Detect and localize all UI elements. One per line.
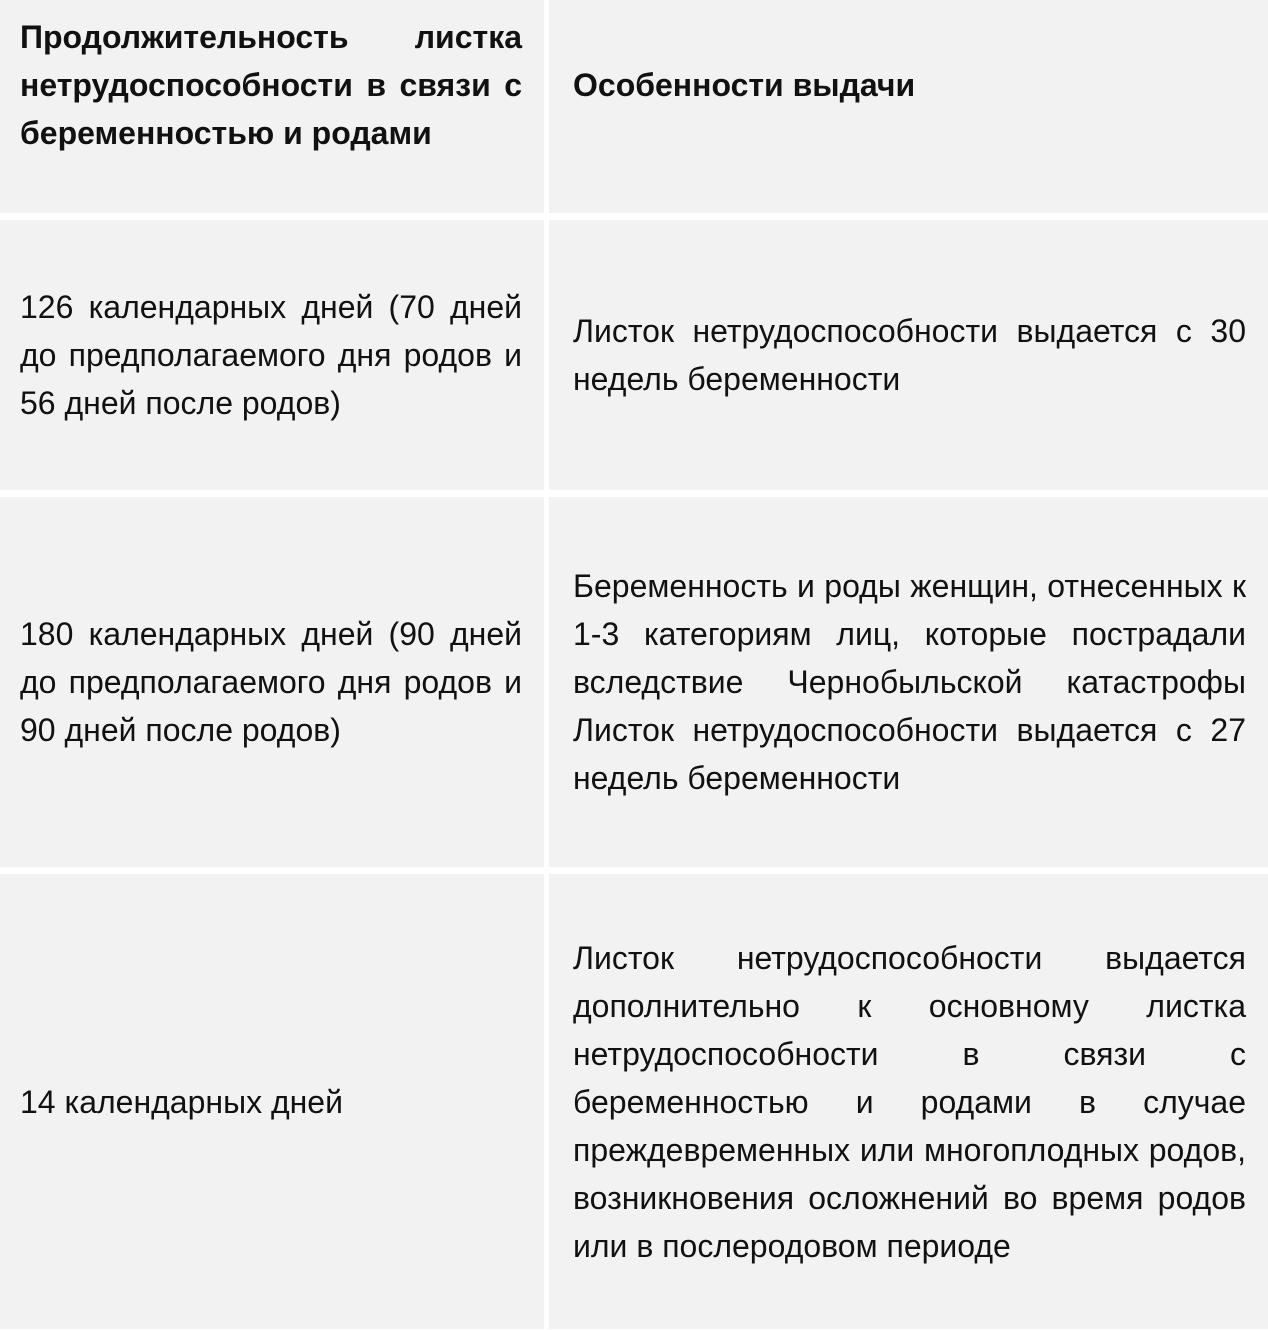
row-2-features-cell	[549, 497, 1268, 867]
header-duration-cell	[0, 0, 544, 213]
row-3-features-text: Листок нетрудоспособности выдается дополнительно к основному листка нетрудоспособности в связи с беременностью и родами в случае преждевременных или многоплодных родов, возникновения осложнений во время родов или в послеродовом периоде	[573, 939, 1246, 1264]
header-features-text: Особенности выдачи	[573, 67, 916, 103]
row-1-duration-cell	[0, 220, 544, 490]
header-duration-text: Продолжительность листка нетрудоспособности в связи с беременностью и родами	[20, 19, 522, 151]
row-2-features-text: Беременность и роды женщин, отнесенных к 1-3 категориям лиц, которые пострадали вследствие Чернобыльской катастрофы Листок нетрудоспособности выдается с 27 недель беременности	[573, 568, 1246, 796]
row-3-features-cell	[549, 874, 1268, 1329]
row-3-duration-cell	[0, 874, 544, 1329]
row-3-duration-text: 14 календарных дней	[20, 1083, 343, 1120]
row-2-duration-cell	[0, 497, 544, 867]
row-2-duration-text: 180 календарных дней (90 дней до предполагаемого дня родов и 90 дней после родов)	[20, 616, 522, 748]
header-features-cell	[549, 0, 1268, 213]
row-1-features-cell	[549, 220, 1268, 490]
row-1-features-text: Листок нетрудоспособности выдается с 30 недель беременности	[573, 313, 1246, 397]
row-1-duration-text: 126 календарных дней (70 дней до предполагаемого дня родов и 56 дней после родов)	[20, 289, 522, 421]
